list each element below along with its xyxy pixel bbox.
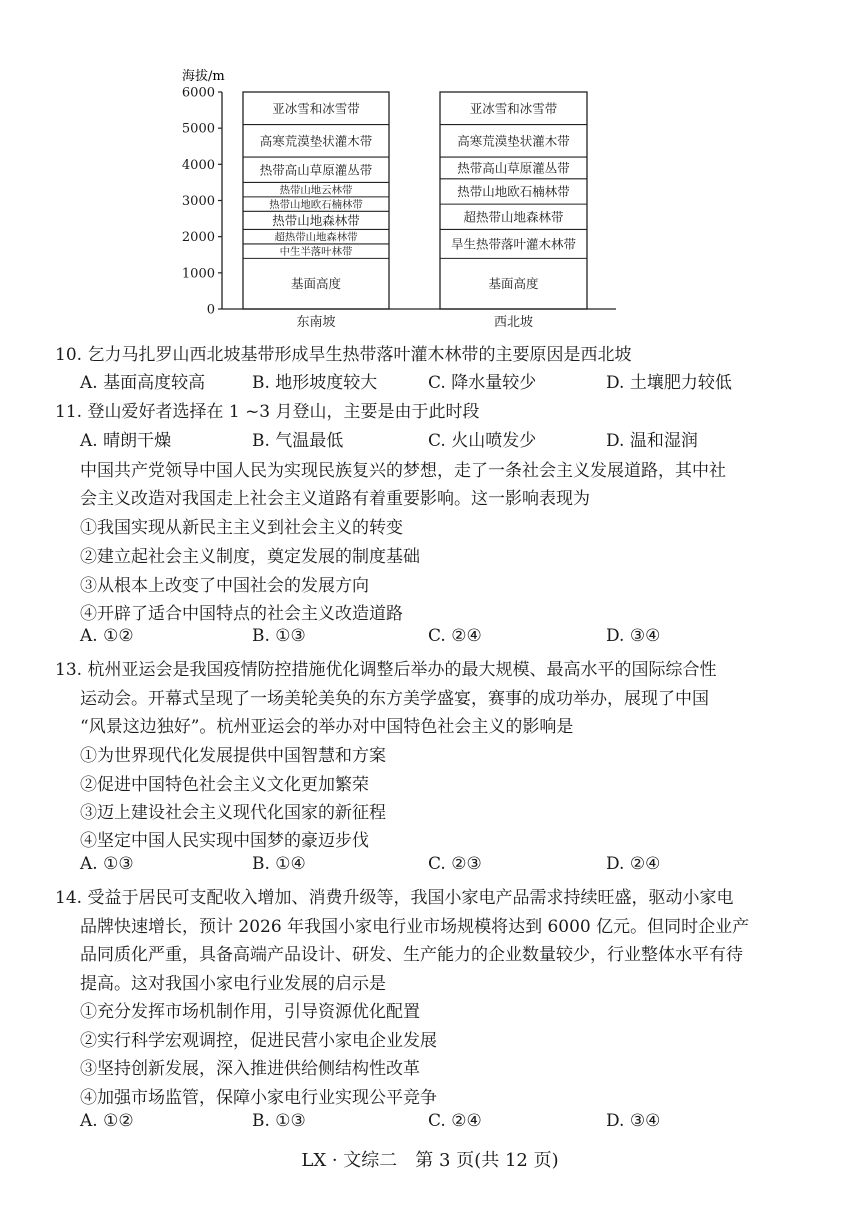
band-label: 高寒荒漠垫状灌木带 [457, 133, 570, 149]
band-label: 热带山地云林带 [279, 184, 353, 197]
q12-option-d[interactable]: D. ③④ [606, 626, 661, 646]
q11-option-c[interactable]: C. 火山喷发少 [428, 431, 537, 451]
q13-item-3: ③迈上建设社会主义现代化国家的新征程 [80, 803, 386, 823]
y-axis-label: 海拔/m [182, 69, 225, 84]
band-label: 超热带山地森林带 [274, 231, 358, 244]
q13-stem-line-3: “风景这边独好”。杭州亚运会的举办对中国特色社会主义的影响是 [80, 717, 574, 737]
q13-item-4: ④坚定中国人民实现中国梦的豪迈步伐 [80, 831, 369, 851]
band-label: 热带山地森林带 [272, 212, 360, 228]
band-label: 热带高山草原灌丛带 [457, 160, 570, 176]
q14-option-c[interactable]: C. ②④ [428, 1111, 482, 1131]
column-name: 东南坡 [296, 315, 336, 330]
band-label: 基面高度 [290, 276, 342, 292]
q11-option-a[interactable]: A. 晴朗干燥 [80, 431, 172, 451]
band-label: 基面高度 [488, 276, 539, 292]
q10-option-d[interactable]: D. 土壤肥力较低 [606, 373, 732, 393]
q13-stem-line-1: 13. 杭州亚运会是我国疫情防控措施优化调整后举办的最大规模、最高水平的国际综合性 [55, 660, 717, 680]
column-name: 西北坡 [493, 315, 534, 330]
q12-item-4: ④开辟了适合中国特点的社会主义改造道路 [80, 604, 403, 624]
q12-stem-line-2: 会主义改造对我国走上社会主义道路有着重要影响。这一影响表现为 [80, 489, 590, 509]
y-tick-label: 6000 [181, 85, 215, 101]
q14-item-4: ④加强市场监管，保障小家电行业实现公平竞争 [80, 1088, 437, 1108]
q14-option-a[interactable]: A. ①② [80, 1111, 134, 1131]
q13-option-a[interactable]: A. ①③ [80, 854, 134, 874]
q14-item-2: ②实行科学宏观调控，促进民营小家电企业发展 [80, 1031, 437, 1051]
band-label: 热带山地欧石楠林带 [269, 198, 363, 211]
q12-option-b[interactable]: B. ①③ [252, 626, 306, 646]
q13-item-2: ②促进中国特色社会主义文化更加繁荣 [80, 775, 369, 795]
q14-stem-line-4: 提高。这对我国小家电行业发展的启示是 [80, 974, 386, 994]
q10-stem: 10. 乞力马扎罗山西北坡基带形成旱生热带落叶灌木林带的主要原因是西北坡 [55, 345, 632, 365]
band-label: 亚冰雪和冰雪带 [272, 100, 360, 116]
band-label: 亚冰雪和冰雪带 [469, 100, 558, 116]
band-label: 旱生热带落叶灌木林带 [450, 236, 577, 252]
q12-item-3: ③从根本上改变了中国社会的发展方向 [80, 576, 369, 596]
y-tick-label: 5000 [181, 121, 215, 137]
q10-option-c[interactable]: C. 降水量较少 [428, 373, 537, 393]
band-label: 超热带山地森林带 [463, 209, 564, 225]
q14-option-d[interactable]: D. ③④ [606, 1111, 661, 1131]
q14-stem-line-2: 品牌快速增长，预计 2026 年我国小家电行业市场规模将达到 6000 亿元。但同时企业产 [80, 917, 750, 937]
q14-item-3: ③坚持创新发展，深入推进供给侧结构性改革 [80, 1059, 420, 1079]
q10-option-b[interactable]: B. 地形坡度较大 [252, 373, 378, 393]
band-label: 高寒荒漠垫状灌木带 [259, 133, 373, 149]
q13-option-b[interactable]: B. ①④ [252, 854, 306, 874]
band-label: 热带山地欧石楠林带 [457, 183, 570, 199]
q12-stem-line-1: 中国共产党领导中国人民为实现民族复兴的梦想，走了一条社会主义发展道路，其中社 [80, 461, 726, 481]
y-tick-label: 1000 [181, 266, 215, 282]
band-label: 热带高山草原灌丛带 [259, 162, 373, 178]
q12-item-2: ②建立起社会主义制度，奠定发展的制度基础 [80, 547, 420, 567]
q14-item-1: ①充分发挥市场机制作用，引导资源优化配置 [80, 1002, 420, 1022]
q13-option-d[interactable]: D. ②④ [606, 854, 661, 874]
q13-stem-line-2: 运动会。开幕式呈现了一场美轮美奂的东方美学盛宴，赛事的成功举办，展现了中国 [80, 689, 709, 709]
y-tick-label: 0 [206, 302, 215, 318]
vegetation-belt-chart [0, 0, 860, 340]
q11-option-d[interactable]: D. 温和湿润 [606, 431, 698, 451]
q13-item-1: ①为世界现代化发展提供中国智慧和方案 [80, 746, 386, 766]
q12-option-a[interactable]: A. ①② [80, 626, 134, 646]
y-tick-label: 4000 [181, 157, 215, 173]
q14-stem-line-1: 14. 受益于居民可支配收入增加、消费升级等，我国小家电产品需求持续旺盛，驱动小家电 [55, 888, 734, 908]
q12-item-1: ①我国实现从新民主主义到社会主义的转变 [80, 518, 403, 538]
q11-option-b[interactable]: B. 气温最低 [252, 431, 344, 451]
q14-option-b[interactable]: B. ①③ [252, 1111, 306, 1131]
band-label: 中生半落叶林带 [279, 245, 353, 258]
q11-stem: 11. 登山爱好者选择在 1 ~3 月登山，主要是由于此时段 [55, 402, 480, 422]
page-footer: LX · 文综二 第 3 页(共 12 页) [301, 1150, 559, 1171]
y-tick-label: 3000 [181, 194, 215, 209]
q10-option-a[interactable]: A. 基面高度较高 [80, 373, 206, 393]
q13-option-c[interactable]: C. ②③ [428, 854, 482, 874]
q14-stem-line-3: 品同质化严重，具备高端产品设计、研发、生产能力的企业数量较少，行业整体水平有待 [80, 945, 743, 965]
q12-option-c[interactable]: C. ②④ [428, 626, 482, 646]
y-tick-label: 2000 [181, 230, 215, 246]
